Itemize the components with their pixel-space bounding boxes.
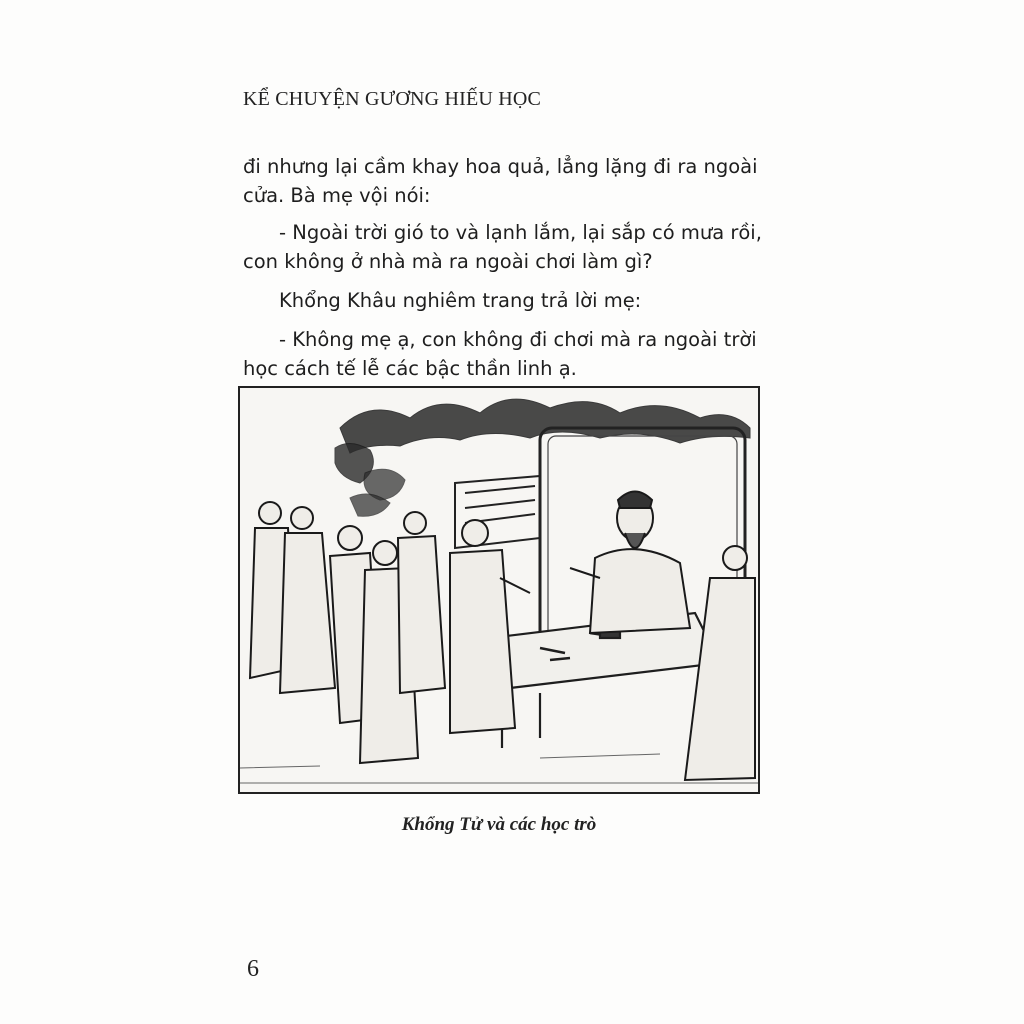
paragraph-mother-speech: - Ngoài trời gió to và lạnh lắm, lại sắp có mưa rồi, con không ở nhà mà ra ngoài chơi làm gì? bbox=[243, 221, 762, 273]
page-number: 6 bbox=[247, 956, 259, 982]
body-text bbox=[243, 152, 763, 393]
ground-lines bbox=[240, 754, 758, 783]
confucius-figure bbox=[570, 492, 690, 634]
tree-foliage bbox=[335, 399, 750, 516]
illustration-drawing bbox=[240, 388, 758, 792]
students-group bbox=[250, 502, 530, 763]
running-header: KỂ CHUYỆN GƯƠNG HIẾU HỌC bbox=[243, 88, 542, 110]
illustration-confucius-students bbox=[238, 386, 760, 794]
figure-caption: Khổng Tử và các học trò bbox=[401, 814, 597, 835]
paragraph-continued: đi nhưng lại cầm khay hoa quả, lẳng lặng đi ra ngoài cửa. Bà mẹ vội nói: bbox=[243, 155, 758, 207]
paragraph-child-reply: - Không mẹ ạ, con không đi chơi mà ra ngoài trời học cách tế lễ các bậc thần linh ạ. bbox=[243, 328, 757, 380]
paragraph-narration: Khổng Khâu nghiêm trang trả lời mẹ: bbox=[279, 289, 642, 312]
